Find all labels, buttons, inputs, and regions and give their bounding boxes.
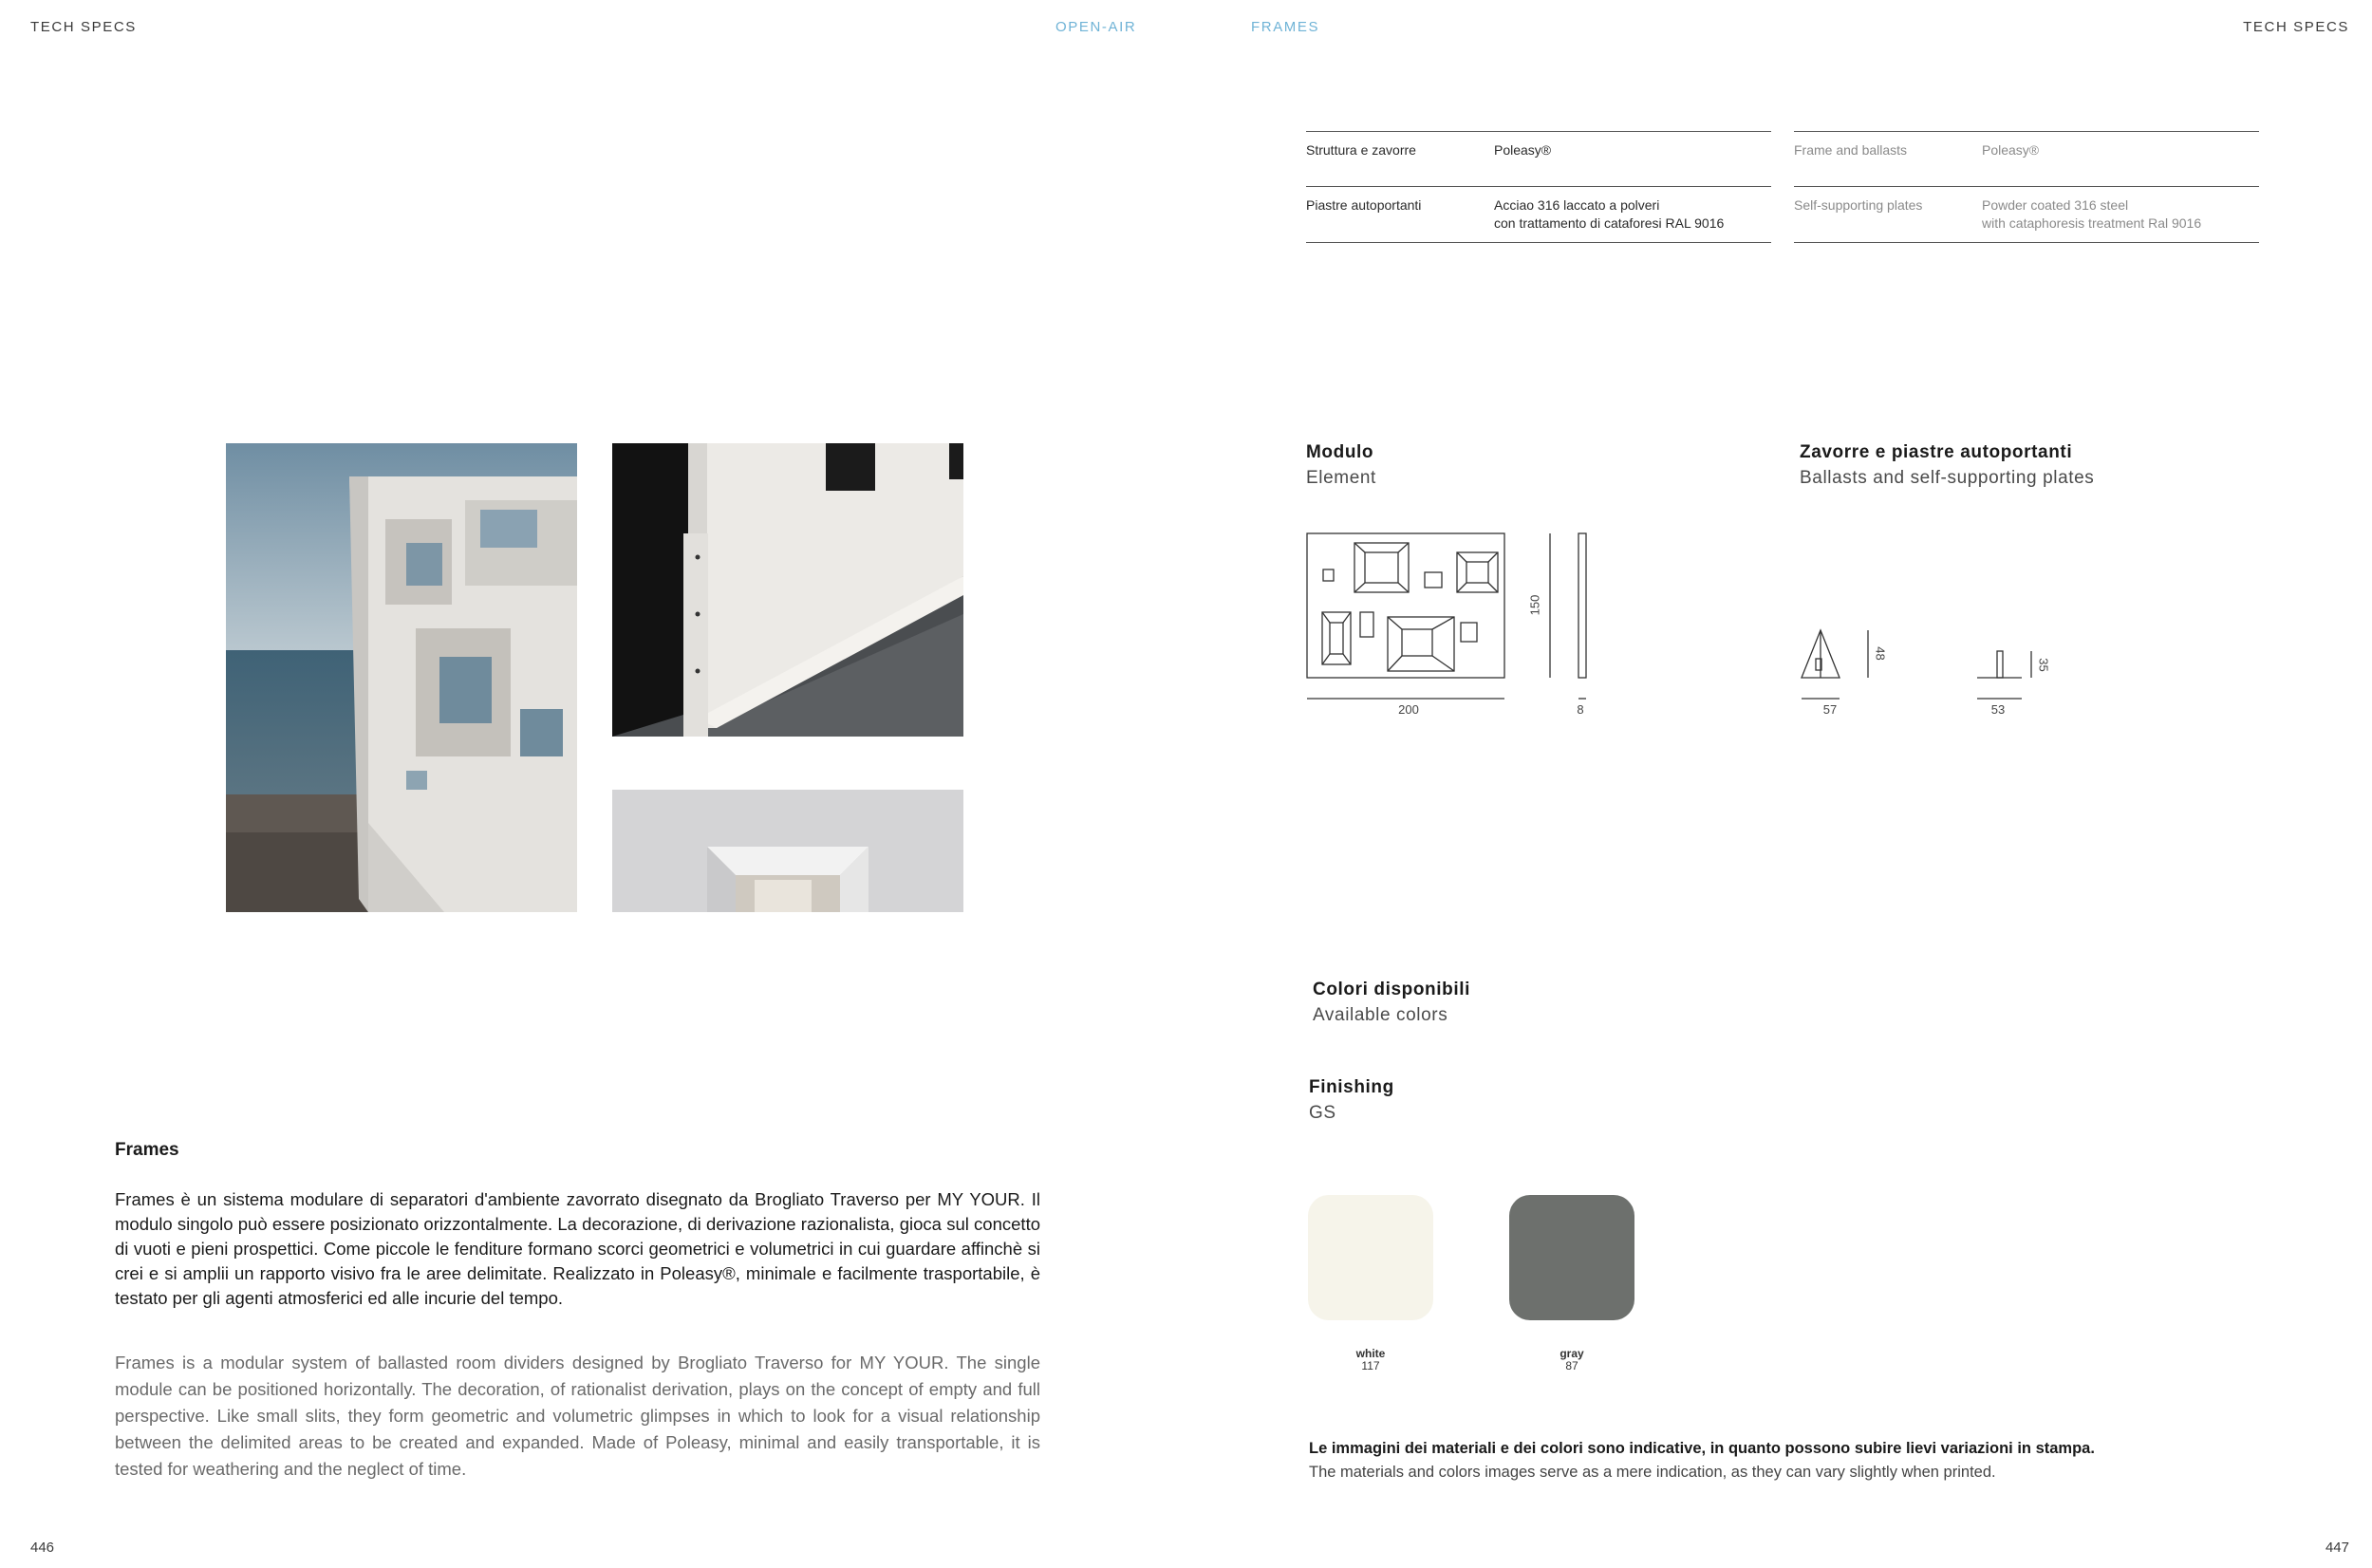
plate-width-label: 53 [1990,702,2006,717]
page-number-left: 446 [30,1540,55,1556]
ballast-height-label: 48 [1873,646,1888,661]
spec-value: Poleasy® [1982,142,2040,158]
module-window [1322,612,1351,664]
header-product[interactable]: FRAMES [1251,19,1320,35]
colors-title-it: Colori disponibili [1313,980,1470,999]
description-title: Frames [115,1140,179,1160]
spec-label: Piastre autoportanti [1306,197,1422,213]
photo-frames-base-detail [612,443,963,737]
ballasts-title-en: Ballasts and self-supporting plates [1800,468,2095,488]
module-side-profile [1578,533,1586,678]
color-name: white [1355,1347,1386,1360]
disclaimer-english: The materials and colors images serve as a mere indication, as they can vary slightly when printed. [1309,1464,1996,1481]
color-swatch-gray[interactable] [1509,1195,1634,1320]
spec-row [1794,131,2259,186]
ballast-width-label: 57 [1822,702,1838,717]
color-swatch-gray-label [1509,1348,1634,1372]
page-number-right: 447 [2325,1540,2349,1556]
spec-row [1794,186,2259,243]
header-category[interactable]: OPEN-AIR [1055,19,1137,35]
module-width-label: 200 [1398,702,1419,717]
description-italian: Frames è un sistema modulare di separatori d'ambiente zavorrato disegnato da Brogliato Traverso per MY YOUR. Il modulo singolo può essere posizionato orizzontalmente. La decorazione, di derivazione razionalista, gioca sul concetto di vuoti e pieni prospettici. Come piccole le fenditure formano scorci geometrici e volumetrici in cui guardare affinchè si crei e si amplii un rapporto visivo fra le aree delimitate. Realizzato in Poleasy®, minimale e facilmente trasportabile, è testato per gli agenti atmosferici ed alle incurie del tempo. [115,1189,1040,1308]
spec-value: Powder coated 316 steel with cataphoresis treatment Ral 9016 [1982,197,2202,231]
spec-row [1306,186,1771,243]
finishing-block [1309,1077,1394,1124]
spec-label: Struttura e zavorre [1306,142,1416,158]
module-drawing [1300,522,1604,731]
plate-height-label: 35 [2036,658,2051,672]
finishing-label: Finishing [1309,1077,1394,1097]
module-heading [1306,442,1376,489]
ballasts-heading [1800,442,2094,489]
photo-frames-window-detail [612,790,963,912]
color-name: gray [1560,1347,1584,1360]
header-left-section: TECH SPECS [30,19,137,35]
spec-value: Acciao 316 laccato a polveri con trattamento di cataforesi RAL 9016 [1494,197,1725,231]
module-depth-label: 8 [1577,702,1584,717]
plate-upright [1997,651,2003,678]
module-window [1425,572,1442,588]
disclaimer-note [1309,1440,2095,1482]
ballasts-title-it: Zavorre e piastre autoportanti [1800,442,2073,462]
spec-label: Frame and ballasts [1794,142,1908,158]
module-title-it: Modulo [1306,442,1374,462]
disclaimer-italian: Le immagini dei materiali e dei colori sono indicative, in quanto possono subire lievi variazioni in stampa. [1309,1440,2095,1457]
color-code: 87 [1565,1359,1578,1372]
photo-frames-beach [226,443,577,912]
module-window [1323,569,1334,581]
colors-heading [1313,980,1470,1026]
module-window [1360,612,1373,637]
spec-table-english [1794,131,2259,243]
spec-table-italian [1306,131,1771,243]
finishing-value: GS [1309,1103,1336,1123]
spec-label: Self-supporting plates [1794,197,1923,213]
module-window [1461,623,1477,642]
description-english: Frames is a modular system of ballasted room dividers designed by Brogliato Traverso for MY YOUR. The single module can be positioned horizontally. The decoration, of rationalist derivation, plays on the concept of empty and full perspective. Like small slits, they form geometric and volumetric glimpses in which to look for a visual relationship between the delimited areas to be created and expanded. Made of Poleasy, minimal and easily transportable, it is tested for weathering and the neglect of time. [115,1353,1040,1479]
module-height-label: 150 [1527,594,1542,616]
spec-value: Poleasy® [1494,142,1552,158]
colors-title-en: Available colors [1313,1005,1448,1025]
color-code: 117 [1361,1359,1380,1372]
module-title-en: Element [1306,468,1376,488]
spec-row [1306,131,1771,186]
color-swatch-white[interactable] [1308,1195,1433,1320]
header-right-section: TECH SPECS [2243,19,2349,35]
color-swatch-white-label [1308,1348,1433,1372]
